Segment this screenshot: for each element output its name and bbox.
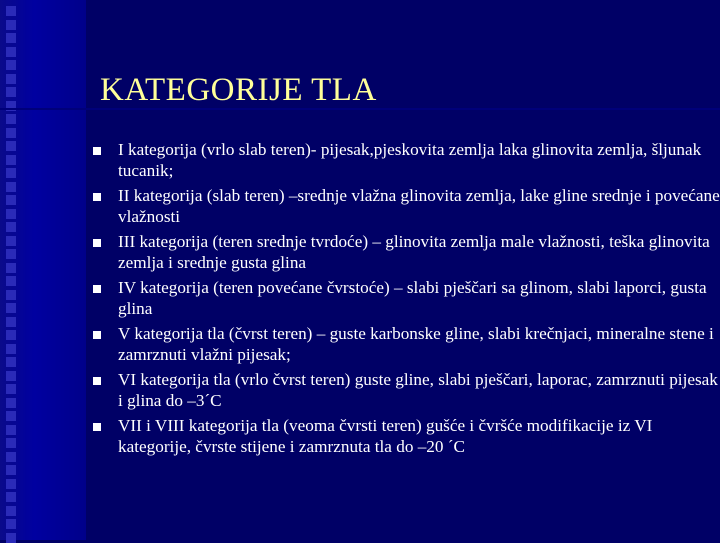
decorative-square xyxy=(6,47,16,57)
list-item xyxy=(90,140,720,181)
decorative-square xyxy=(6,263,16,273)
decorative-square xyxy=(6,357,16,367)
decorative-square xyxy=(6,533,16,543)
decorative-square xyxy=(6,87,16,97)
square-bullet-icon xyxy=(93,331,101,339)
square-bullet-icon xyxy=(93,377,101,385)
decorative-square xyxy=(6,452,16,462)
list-item-text: III kategorija (teren srednje tvrdoće) – glinovita zemlja male vlažnosti, teška glinovita zemlja i srednje gusta glina xyxy=(118,232,710,272)
list-item-text: V kategorija tla (čvrst teren) – guste karbonske gline, slabi krečnjaci, mineralne stene i zamrznuti vlažni pijesak; xyxy=(118,324,714,364)
decorative-square xyxy=(6,60,16,70)
list-item xyxy=(90,186,720,227)
decorative-square xyxy=(6,195,16,205)
decorative-square xyxy=(6,276,16,286)
decorative-square xyxy=(6,344,16,354)
list-item xyxy=(90,324,720,365)
decorative-square xyxy=(6,114,16,124)
decorative-square xyxy=(6,384,16,394)
decorative-square xyxy=(6,330,16,340)
list-item-text: II kategorija (slab teren) –srednje vlažna glinovita zemlja, lake gline srednje i povećane vlažnosti xyxy=(118,186,720,226)
square-bullet-icon xyxy=(93,239,101,247)
square-bullet-icon xyxy=(93,147,101,155)
square-bullet-icon xyxy=(93,193,101,201)
decorative-square xyxy=(6,371,16,381)
square-bullet-icon xyxy=(93,423,101,431)
list-item-text: IV kategorija (teren povećane čvrstoće) – slabi pješčari sa glinom, slabi laporci, gusta glina xyxy=(118,278,707,318)
decorative-square xyxy=(6,222,16,232)
decorative-square xyxy=(6,168,16,178)
decorative-square xyxy=(6,209,16,219)
decorative-square-column xyxy=(0,0,24,540)
decorative-square xyxy=(6,492,16,502)
list-item xyxy=(90,370,720,411)
list-item-text: VI kategorija tla (vrlo čvrst teren) guste gline, slabi pješčari, laporac, zamrznuti pijesak i glina do –3´C xyxy=(118,370,718,410)
decorative-square xyxy=(6,506,16,516)
list-item xyxy=(90,278,720,319)
decorative-square xyxy=(6,128,16,138)
list-item-text: VII i VIII kategorija tla (veoma čvrsti teren) gušće i čvršće modifikacije iz VI kategorije, čvrste stijene i zamrznuta tla do –20 ´C xyxy=(118,416,653,456)
decorative-square xyxy=(6,141,16,151)
decorative-square xyxy=(6,249,16,259)
decorative-square xyxy=(6,519,16,529)
decorative-square xyxy=(6,33,16,43)
decorative-square xyxy=(6,411,16,421)
decorative-square xyxy=(6,479,16,489)
slide-title: KATEGORIJE TLA xyxy=(100,72,377,108)
decorative-square xyxy=(6,303,16,313)
decorative-square xyxy=(6,236,16,246)
decorative-square xyxy=(6,465,16,475)
decorative-square xyxy=(6,425,16,435)
square-bullet-icon xyxy=(93,285,101,293)
decorative-square xyxy=(6,398,16,408)
decorative-square xyxy=(6,182,16,192)
decorative-square xyxy=(6,74,16,84)
list-item xyxy=(90,232,720,273)
decorative-square xyxy=(6,6,16,16)
list-item xyxy=(90,416,720,457)
decorative-square xyxy=(6,20,16,30)
decorative-square xyxy=(6,155,16,165)
category-list xyxy=(90,140,720,462)
list-item-text: I kategorija (vrlo slab teren)- pijesak,pjeskovita zemlja laka glinovita zemlja, šljunak tucanik; xyxy=(118,140,702,180)
decorative-square xyxy=(6,317,16,327)
decorative-square xyxy=(6,290,16,300)
decorative-square xyxy=(6,438,16,448)
